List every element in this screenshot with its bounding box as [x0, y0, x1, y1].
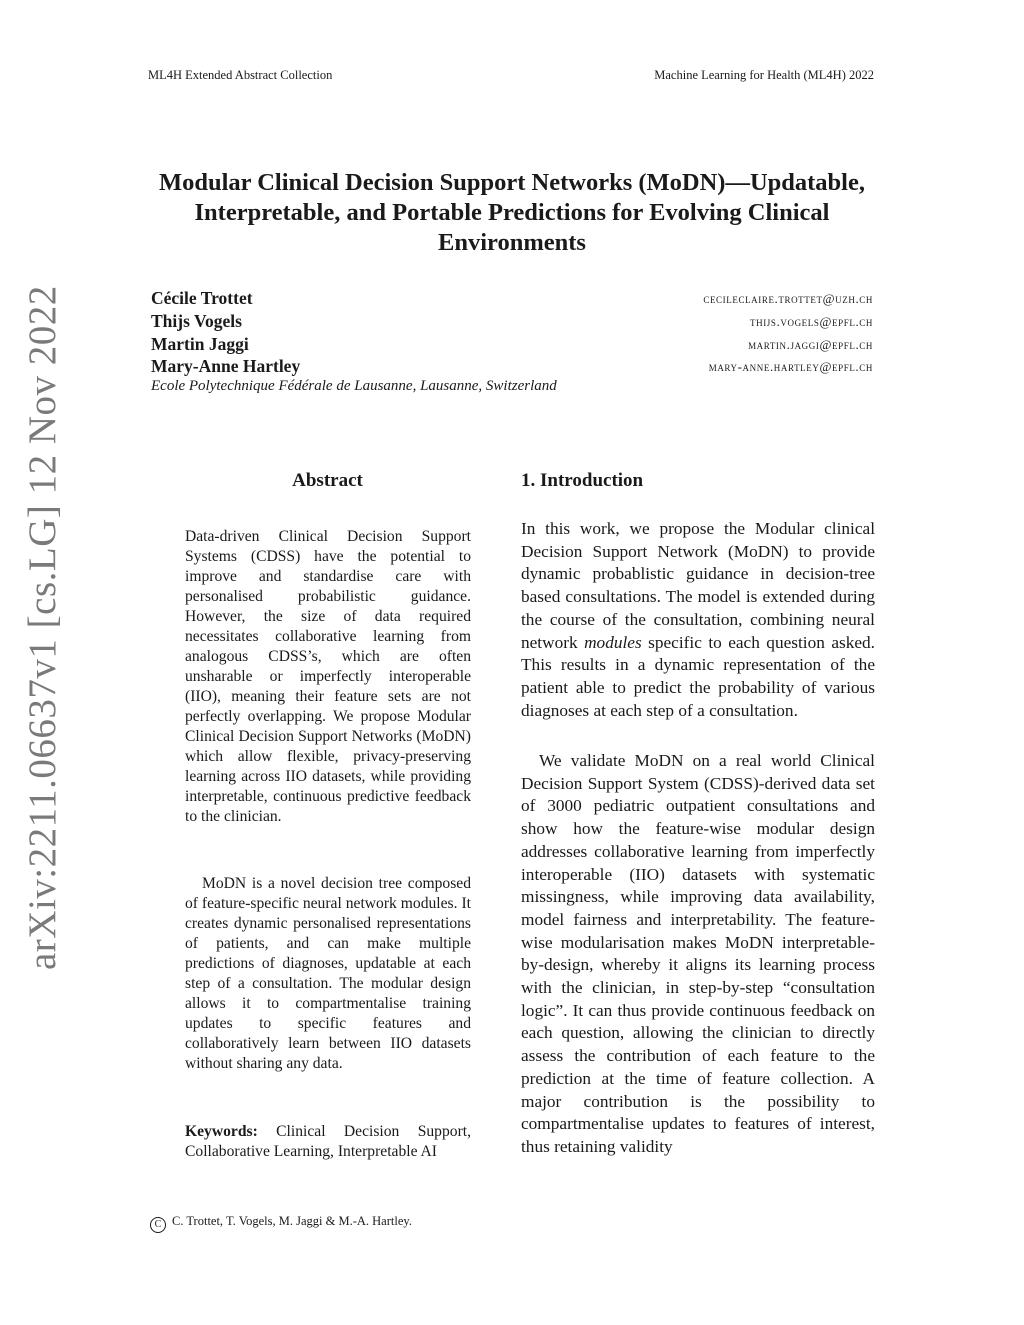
intro-text: In this work, we propose the Modular clinical Decision Support Network (MoDN) to provide dynamic probablistic guidance in decision-tree based consultations. The model is extended during the course of the consultation, combining neural network: [521, 519, 875, 652]
author-email[interactable]: martin.jaggi@epfl.ch: [748, 337, 873, 352]
intro-emphasis: modules: [584, 632, 642, 652]
abstract-paragraph: Data-driven Clinical Decision Support Systems (CDSS) have the potential to improve and standardise care with personalised probabilistic guidance. However, the size of data required necessitates collaborative learning from analogous CDSS’s, which are often unsharable or imperfectly interoperable (IIO), meaning their feature sets are not perfectly overlapping. We propose Modular Clinical Decision Support Networks (MoDN) which allow flexible, privacy-preserving learning across IIO datasets, while providing interpretable, continuous predictive feedback to the clinician.: [185, 528, 471, 825]
author-name: Cécile Trottet: [151, 288, 253, 308]
intro-paragraph: We validate MoDN on a real world Clinical Decision Support System (CDSS)-derived data set of 3000 pediatric outpatient consultations and show how the feature-wise modular design addresses collaborative learning from imperfectly interoperable (IIO) datasets with systematic missingness, while improving data availability, model fairness and interpretability. The feature-wise modularisation makes MoDN interpretable-by-design, whereby it aligns its learning process with the clinician, in step-by-step “consultation logic”. It can thus provide continuous feedback on each question, allowing the clinician to directly assess the contribution of each feature to the prediction at the time of feature collection. A major contribution is the possibility to compartmentalise updates to features of interest, thus retaining validity: [521, 751, 875, 1156]
intro-paragraph: [521, 518, 875, 722]
intro-text: specific to each question asked. This results in a dynamic representation of the patient able to predict the probability of various diagnoses at each step of a consultation.: [521, 632, 875, 720]
abstract-paragraph: MoDN is a novel decision tree composed of feature-specific neural network modules. It creates dynamic personalised representations of patients, and can make multiple predictions of diagnoses, updatable at each step of a consultation. The modular design allows it to compartmentalise training updates to specific features and collaboratively learn between IIO datasets without sharing any data.: [185, 875, 471, 1072]
running-header-right: Machine Learning for Health (ML4H) 2022: [654, 68, 874, 82]
arxiv-identifier: arXiv:2211.06637v1 [cs.LG] 12 Nov 2022: [21, 285, 64, 970]
affiliation: Ecole Polytechnique Fédérale de Lausanne, Lausanne, Switzerland: [151, 378, 557, 394]
author-name: Mary-Anne Hartley: [151, 356, 301, 376]
author-name: Thijs Vogels: [151, 311, 242, 331]
copyright-text: C. Trottet, T. Vogels, M. Jaggi & M.-A. Hartley.: [172, 1214, 412, 1228]
keywords: [185, 1122, 471, 1162]
keywords-label: Keywords:: [185, 1123, 258, 1140]
author-email[interactable]: thijs.vogels@epfl.ch: [750, 314, 873, 329]
author-email[interactable]: cecileclaire.trottet@uzh.ch: [703, 291, 873, 306]
copyright-footer: [150, 1214, 412, 1233]
keywords-list: Clinical Decision Support, Collaborative Learning, Interpretable AI: [185, 1123, 471, 1160]
author-email[interactable]: mary-anne.hartley@epfl.ch: [708, 359, 873, 374]
abstract-heading: Abstract: [292, 470, 363, 491]
copyright-icon: C: [150, 1217, 166, 1233]
section-heading-introduction: 1. Introduction: [521, 470, 644, 491]
paper-title: Modular Clinical Decision Support Networks (MoDN)—Updatable, Interpretable, and Portable Predictions for Evolving Clinical Environments: [159, 169, 865, 256]
author-name: Martin Jaggi: [151, 334, 249, 354]
running-header-left: ML4H Extended Abstract Collection: [148, 68, 333, 82]
